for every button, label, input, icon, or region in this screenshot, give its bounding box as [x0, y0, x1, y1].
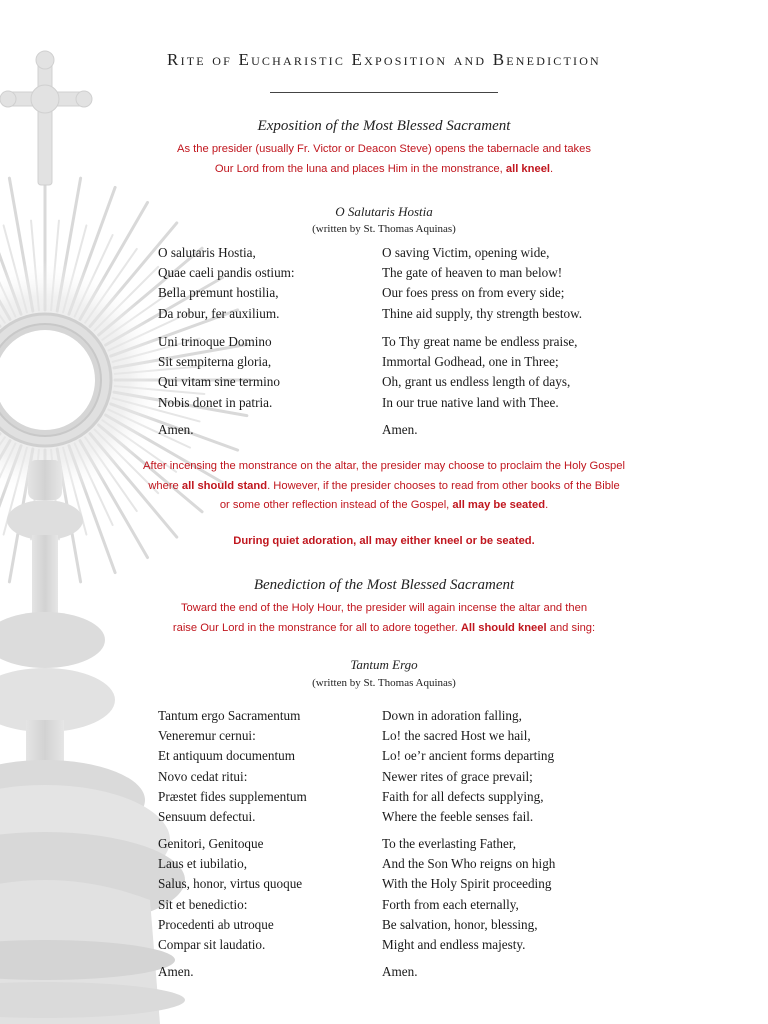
verse-line: Et antiquum documentum	[158, 748, 295, 764]
rubric-emphasis: all should stand	[181, 479, 268, 492]
rubric-text: or some other reflection instead of the Gospel,	[219, 499, 453, 511]
verse-line: To Thy great name be endless praise,	[382, 334, 578, 349]
verse-line: Laus et iubilatio,	[158, 856, 247, 872]
verse-line: O saving Victim, opening wide,	[382, 245, 550, 260]
verse-line: Da robur, fer auxilium.	[158, 305, 280, 321]
tantum-ergo-latin-stanza-2	[158, 834, 302, 955]
rubric-line	[0, 619, 768, 639]
tantum-ergo-english-stanza-2	[382, 834, 555, 955]
o-salutaris-english-stanza-1	[382, 243, 582, 324]
rubric-emphasis: all kneel	[505, 162, 551, 175]
exposition-heading: Exposition of the Most Blessed Sacrament	[257, 118, 511, 134]
verse-line: Down in adoration falling,	[382, 708, 522, 723]
tantum-ergo-byline: (written by St. Thomas Aquinas)	[312, 677, 456, 689]
rubric-line	[0, 477, 768, 497]
rubric-line	[0, 160, 768, 180]
adoration-rubric	[0, 457, 768, 516]
verse-line: With the Holy Spirit proceeding	[382, 876, 552, 892]
tantum-ergo-latin-stanza-1	[158, 706, 307, 827]
verse-line: Veneremur cernui:	[158, 728, 256, 744]
rubric-text: .	[545, 499, 549, 511]
tantum-ergo-title: Tantum Ergo	[350, 657, 418, 672]
benediction-heading: Benediction of the Most Blessed Sacrament	[253, 577, 515, 593]
rubric-text: and sing:	[546, 621, 596, 634]
verse-line: Uni trinoque Domino	[158, 334, 272, 349]
tantum-ergo-amen-english: Amen.	[382, 964, 418, 979]
verse-line: Lo! oe’r ancient forms departing	[382, 748, 555, 764]
document-title: Rite of Eucharistic Exposition and Benediction	[167, 50, 601, 69]
verse-line: Thine aid supply, thy strength bestow.	[382, 305, 583, 321]
verse-line: Tantum ergo Sacramentum	[158, 708, 301, 723]
rubric-text: Our Lord from the luna and places Him in the monstrance,	[214, 162, 506, 175]
verse-line: Forth from each eternally,	[382, 896, 519, 912]
benediction-rubric	[0, 599, 768, 638]
verse-line: In our true native land with Thee.	[382, 394, 559, 410]
verse-line: The gate of heaven to man below!	[382, 265, 563, 281]
rubric-line: Toward the end of the Holy Hour, the presider will again incense the altar and then	[180, 602, 588, 614]
verse-line: Sensuum defectui.	[158, 809, 256, 825]
verse-line: Be salvation, honor, blessing,	[382, 916, 538, 932]
verse-line: Might and endless majesty.	[382, 937, 526, 953]
verse-line: Quae caeli pandis ostium:	[158, 265, 295, 281]
rubric-emphasis: all may be seated	[452, 499, 546, 511]
verse-line: Where the feeble senses fail.	[382, 809, 534, 825]
verse-line: Our foes press on from every side;	[382, 285, 565, 301]
verse-line: Compar sit laudatio.	[158, 937, 266, 953]
rubric-text: . However, if the presider chooses to read from other books of the Bible	[267, 479, 620, 492]
quiet-adoration-rubric: During quiet adoration, all may either kneel or be seated.	[233, 535, 535, 547]
rubric-line: After incensing the monstrance on the altar, the presider may choose to proclaim the Holy Gospel	[143, 460, 625, 472]
rubric-emphasis: All should kneel	[460, 621, 547, 634]
o-salutaris-title: O Salutaris Hostia	[335, 204, 433, 219]
o-salutaris-latin-stanza-2	[158, 332, 280, 413]
verse-line: Qui vitam sine termino	[158, 374, 280, 390]
verse-line: Sit sempiterna gloria,	[158, 354, 272, 370]
verse-line: Salus, honor, virtus quoque	[158, 876, 303, 892]
verse-line: Lo! the sacred Host we hail,	[382, 728, 531, 744]
verse-line: Præstet fides supplementum	[158, 788, 307, 804]
verse-line: Procedenti ab utroque	[158, 916, 274, 932]
rubric-text: .	[550, 162, 554, 175]
rubric-text: where	[148, 479, 182, 492]
title-divider	[270, 92, 498, 93]
verse-line: Faith for all defects supplying,	[382, 788, 544, 804]
verse-line: O salutaris Hostia,	[158, 245, 256, 260]
verse-line: Newer rites of grace prevail;	[382, 768, 533, 784]
o-salutaris-byline: (written by St. Thomas Aquinas)	[312, 223, 456, 235]
verse-line: And the Son Who reigns on high	[382, 856, 556, 872]
verse-line: Immortal Godhead, one in Three;	[382, 354, 559, 370]
o-salutaris-amen-latin: Amen.	[158, 422, 194, 437]
verse-line: Nobis donet in patria.	[158, 394, 273, 410]
rubric-line	[0, 496, 768, 516]
verse-line: Oh, grant us endless length of days,	[382, 374, 571, 390]
verse-line: Sit et benedictio:	[158, 896, 248, 912]
o-salutaris-latin-stanza-1	[158, 243, 295, 324]
exposition-rubric	[0, 140, 768, 179]
o-salutaris-amen-english: Amen.	[382, 422, 418, 437]
o-salutaris-english-stanza-2	[382, 332, 577, 413]
verse-line: Genitori, Genitoque	[158, 836, 264, 851]
tantum-ergo-english-stanza-1	[382, 706, 554, 827]
rubric-line: As the presider (usually Fr. Victor or Deacon Steve) opens the tabernacle and takes	[177, 143, 591, 155]
verse-line: To the everlasting Father,	[382, 836, 517, 851]
rubric-text: raise Our Lord in the monstrance for all to adore together.	[172, 621, 461, 634]
tantum-ergo-amen-latin: Amen.	[158, 964, 194, 979]
verse-line: Bella premunt hostilia,	[158, 285, 279, 301]
verse-line: Novo cedat ritui:	[158, 768, 248, 784]
